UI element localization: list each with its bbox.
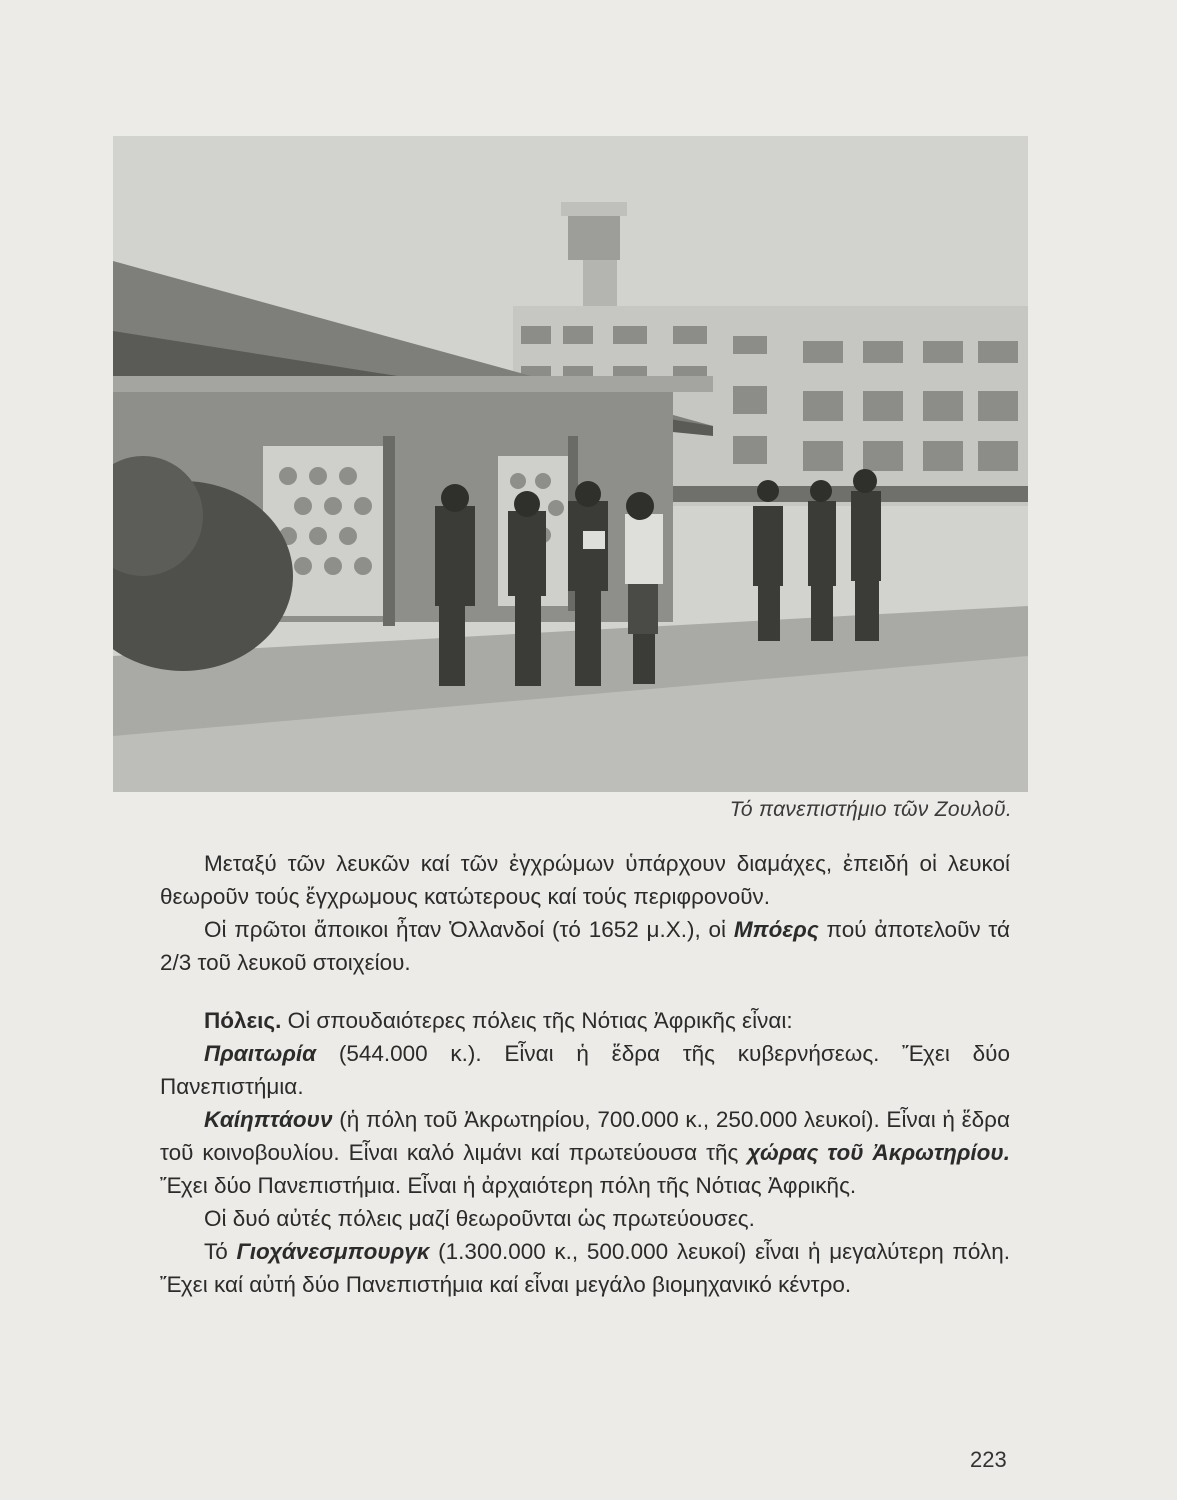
paragraph-text: (1.300.000 κ., 500.000 λευκοί) εἶναι ἡ μεγαλύτερη πόλη. Ἔχει καί αὐτή δύο Πανεπιστήμια καί εἶναι μεγάλο βιομηχανικό κέντρο. — [160, 1239, 1011, 1297]
paragraph-cities — [160, 1004, 1010, 1037]
paragraph-cape-town — [160, 1103, 1010, 1202]
paragraph-text: πού ἀποτελοῦν τά 2/3 τοῦ λευκοῦ στοιχείου. — [160, 917, 1010, 975]
photo-caption: Τό πανεπιστήμιο τῶν Ζουλοῦ. — [729, 798, 1012, 821]
body-text — [160, 847, 1010, 1301]
paragraph-pretoria — [160, 1037, 1010, 1103]
emphasis-cape-country: χώρας τοῦ Ἀκρωτηρίου. — [747, 1140, 1010, 1165]
section-heading-cities: Πόλεις. — [204, 1008, 282, 1033]
paragraph-johannesburg — [160, 1235, 1010, 1301]
university-photo — [113, 136, 1028, 792]
emphasis-boers: Μπόερς — [733, 917, 819, 942]
paragraph-settlers — [160, 913, 1010, 979]
emphasis-cape-town: Καίηπτάουν — [204, 1107, 333, 1132]
paragraph-text: (544.000 κ.). Εἶναι ἡ ἕδρα τῆς κυβερνήσεως. Ἔχει δύο Πανεπιστήμια. — [160, 1041, 1010, 1099]
paragraph-text: Οἱ σπουδαιότερες πόλεις τῆς Νότιας Ἀφρικῆς εἶναι: — [281, 1008, 793, 1033]
emphasis-johannesburg: Γιοχάνεσμπουργκ — [236, 1239, 430, 1264]
paragraph-text: Τό — [204, 1239, 237, 1264]
paragraph-capitals: Οἱ δυό αὐτές πόλεις μαζί θεωροῦνται ὡς πρωτεύουσες. — [204, 1206, 755, 1231]
photo-image — [113, 136, 1028, 792]
paragraph-text: Ἔχει δύο Πανεπιστήμια. Εἶναι ἡ ἀρχαιότερη πόλη τῆς Νότιας Ἀφρικῆς. — [160, 1173, 857, 1198]
paragraph-tensions: Μεταξύ τῶν λευκῶν καί τῶν ἐγχρώμων ὑπάρχουν διαμάχες, ἐπειδή οἱ λευκοί θεωροῦν τούς ἔγχρωμους κατώτερους καί τούς περιφρονοῦν. — [160, 851, 1010, 909]
page-number: 223 — [970, 1447, 1007, 1472]
emphasis-pretoria: Πραιτωρία — [204, 1041, 317, 1066]
paragraph-text: (ἡ πόλη τοῦ Ἀκρωτηρίου, 700.000 κ., 250.000 λευκοί). Εἶναι ἡ ἕδρα τοῦ κοινοβουλίου. Εἶναι καλό λιμάνι καί πρωτεύουσα τῆς — [160, 1107, 1010, 1165]
paragraph-text: Οἱ πρῶτοι ἄποικοι ἦταν Ὁλλανδοί (τό 1652 μ.Χ.), οἱ — [204, 917, 734, 942]
